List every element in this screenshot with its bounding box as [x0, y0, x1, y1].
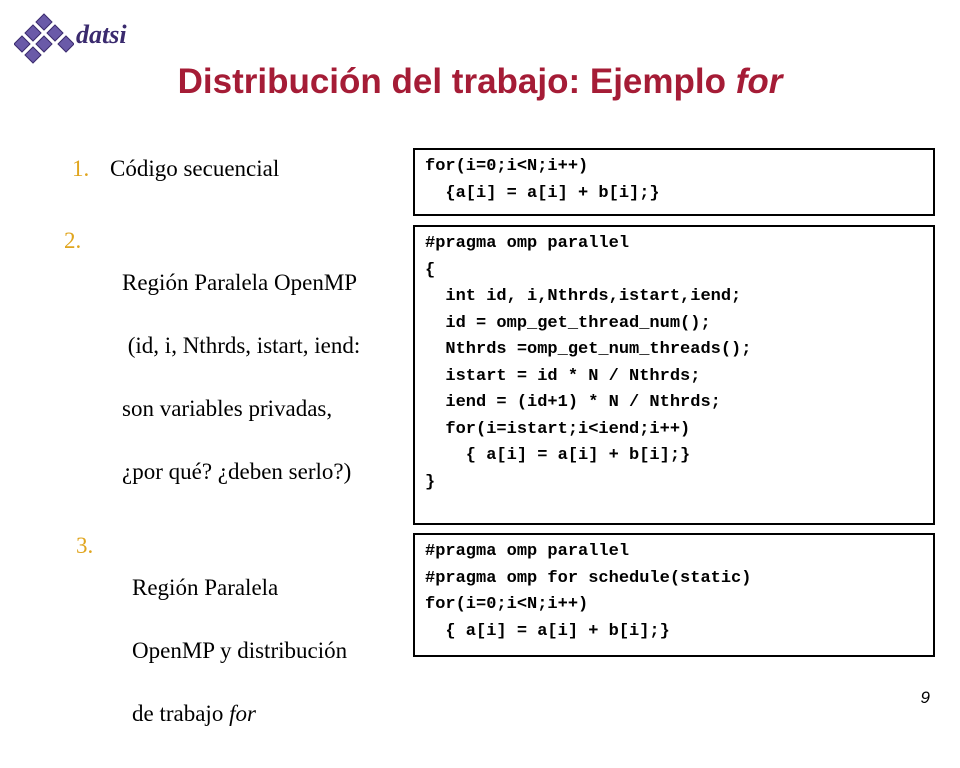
- code-line: for(i=0;i<N;i++): [425, 157, 589, 176]
- slide-title-text: Distribución del trabajo: Ejemplo: [177, 62, 736, 101]
- code-block-omp-for: [413, 533, 935, 657]
- code-line: }: [425, 472, 436, 492]
- code-line: for(i=istart;i<iend;i++): [425, 419, 691, 439]
- logo-text: datsi: [76, 20, 127, 49]
- code-line: int id, i,Nthrds,istart,iend;: [425, 287, 742, 306]
- code-line: { a[i] = a[i] + b[i];}: [425, 446, 691, 465]
- code-line: for(i=0;i<N;i++): [425, 595, 589, 614]
- item-number: 2.: [64, 228, 82, 253]
- item-line: (id, i, Nthrds, istart, iend:: [122, 333, 361, 358]
- datsi-logo: [14, 12, 144, 64]
- code-line: #pragma omp parallel: [425, 234, 630, 253]
- item-text: Código secuencial: [110, 156, 280, 181]
- diamond-cluster-icon: [14, 12, 74, 64]
- item-text: [132, 535, 412, 766]
- slide-title-italic: for: [735, 62, 783, 101]
- item-line: [132, 703, 412, 724]
- code-line: id = omp_get_thread_num();: [425, 313, 711, 333]
- item-text: [122, 230, 412, 524]
- code-line: {a[i] = a[i] + b[i];}: [425, 183, 660, 203]
- code-block-sequential: [413, 148, 935, 216]
- code-line: Nthrds =omp_get_num_threads();: [425, 340, 752, 359]
- item-line: son variables privadas,: [122, 396, 333, 421]
- item-number: 3.: [76, 533, 94, 558]
- code-line: { a[i] = a[i] + b[i];}: [425, 621, 670, 641]
- slide-title: [0, 62, 960, 102]
- item-number: 1.: [72, 156, 90, 181]
- code-block-parallel-region: [413, 225, 935, 525]
- page-number: 9: [920, 688, 930, 707]
- item-line: Región Paralela: [132, 575, 279, 600]
- code-line: {: [425, 260, 436, 280]
- code-line: iend = (id+1) * N / Nthrds;: [425, 393, 721, 412]
- item-line-italic: for: [229, 701, 256, 726]
- code-line: istart = id * N / Nthrds;: [425, 366, 701, 386]
- code-line: #pragma omp parallel: [425, 542, 630, 561]
- item-line: OpenMP y distribución: [132, 638, 348, 663]
- item-line: ¿por qué? ¿deben serlo?): [122, 459, 352, 484]
- item-line: Región Paralela OpenMP: [122, 270, 358, 295]
- item-line-text: de trabajo: [132, 701, 230, 726]
- code-line: #pragma omp for schedule(static): [425, 568, 752, 588]
